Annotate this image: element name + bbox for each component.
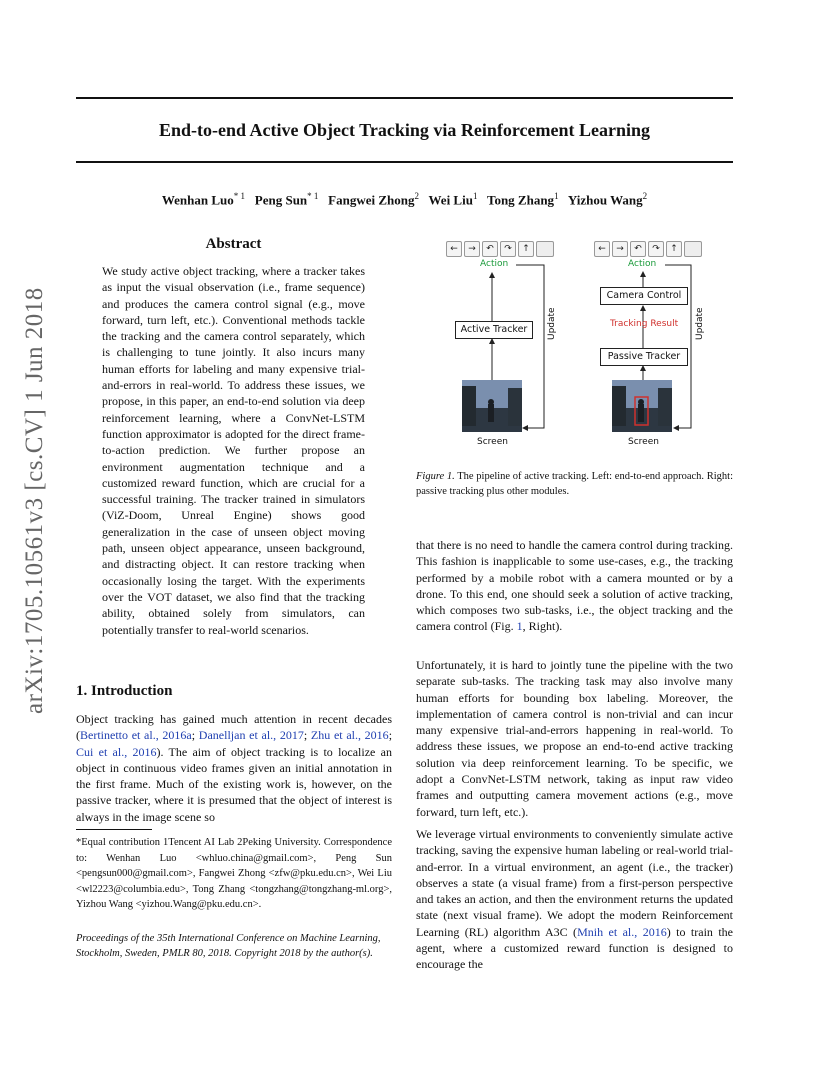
camera-control-box: Camera Control <box>600 287 688 305</box>
forward-arrow-icon: ↑ <box>518 241 534 257</box>
right-action-label: Action <box>628 259 657 269</box>
paragraph-text-run: that there is no need to handle the camera control during tracking. This fashion is inapplicable to some use-cases, e.g., the tracking performed by a mobile robot with a camera mounted or by a drone. To this end, one should seek a solution of active tracking, which composes two sub-tasks, i.e., the object tracking and the camera control (Fig. <box>416 538 733 634</box>
left-action-label: Action <box>480 259 509 269</box>
abstract-text: We study active object tracking, where a tracker takes as input the visual observation (i.e., frame sequence) and produces the camera control signal (e.g., move forward, turn left, etc.). Conventional methods tackle the tracking and the camera control separately, which is challenging to tune jointly. It also incurs many human efforts for labeling and many expensive trial-and-errors in real-world. To address these issues, we propose, in this paper, an end-to-end solution via deep reinforcement learning, where a ConvNet-LSTM function approximator is adopted for the direct frame-to-action prediction. We further propose an environment augmentation technique and a customized reward function, which are crucial for a successful training. The tracker trained in simulators (ViZ-Doom, Unreal Engine) shows good generalization in the case of unseen object moving path, unseen object appearance, unseen background, and distracting object. It can restore tracking when occasionally losing the target. With the experiments over the VOT dataset, we also find that the tracking ability, obtained solely from simulators, can potentially transfer to real-world scenarios. <box>102 264 365 637</box>
figure-caption <box>416 469 733 499</box>
noop-button-icon <box>684 241 702 257</box>
intro-text-run: ; <box>388 728 393 743</box>
author-name: Tong Zhang <box>486 192 555 208</box>
author-affiliation: * 1 <box>233 191 246 201</box>
left-screen-image <box>462 380 522 432</box>
right-update-label: Update <box>695 307 705 340</box>
intro-text-run: ; <box>303 728 311 743</box>
paragraph-text-run: We leverage virtual environments to conveniently simulate active tracking, saving the expensive human labeling or real-world trial-and-error. In a virtual environment, an agent (i.e., the tracker) observes a state (a visual frame) from a first-person perspective and takes an action, and then the environment returns the updated state (next visual frame). We adopt the modern Reinforcement Learning (RL) algorithm A3C ( <box>416 827 733 939</box>
figure-1 <box>416 238 733 453</box>
right-arrow-icon: → <box>464 241 480 257</box>
figure-reference-link[interactable]: 1 <box>516 619 523 634</box>
right-screen-label: Screen <box>628 437 659 447</box>
author-name: Yizhou Wang <box>567 192 643 208</box>
right-arrow-icon: → <box>612 241 628 257</box>
citation-link[interactable]: Mnih et al., 2016 <box>577 924 667 939</box>
author-affiliation: 1 <box>554 191 559 201</box>
intro-text-run: Object tracking has gained much attention in recent decades ( <box>76 712 392 743</box>
right-paragraph-1 <box>416 537 733 635</box>
intro-text-run: ; <box>191 728 199 743</box>
abstract-heading: Abstract <box>205 236 262 252</box>
author-name: Wei Liu <box>428 192 473 208</box>
author-affiliation: 2 <box>414 191 419 201</box>
right-paragraph-2: Unfortunately, it is hard to jointly tune the pipeline with the two separate sub-tasks. The tracking task may also involve many human efforts for bounding box labeling. Moreover, the implementation of camera control is non-trivial and can incur many expensive trial-and-errors happening in real-world. To address these issues, we propose an end-to-end active tracking solution via deep reinforcement learning. To be specific, we adopt a ConvNet-LSTM network, taking as input raw video frames and outputting camera movement actions (e.g., move forward, turn left, etc.). <box>416 658 733 819</box>
passive-tracker-box: Passive Tracker <box>600 348 688 366</box>
title-bottom-rule <box>76 161 733 163</box>
right-action-buttons <box>594 241 702 257</box>
right-screen-image <box>612 380 672 432</box>
paragraph-text-run: ) to train the agent, where a customized reward function is designed to encourage the <box>416 924 733 972</box>
paragraph-text-run: , Right). <box>522 619 563 634</box>
author-affiliation: 2 <box>642 191 648 201</box>
citation-link[interactable]: Danelljan et al., 2017 <box>198 728 304 743</box>
citation-link[interactable]: Zhu et al., 2016 <box>310 728 389 743</box>
figure-caption-text: The pipeline of active tracking. Left: end-to-end approach. Right: passive tracking plus other modules. <box>416 471 733 497</box>
left-action-buttons <box>446 241 554 257</box>
author-name: Wenhan Luo <box>161 192 234 208</box>
turn-right-icon: ↷ <box>500 241 516 257</box>
arxiv-identifier: arXiv:1705.10561v3 [cs.CV] 1 Jun 2018 <box>21 287 48 714</box>
left-screen-scene <box>462 380 522 432</box>
turn-left-icon: ↶ <box>482 241 498 257</box>
left-arrow-icon: ← <box>594 241 610 257</box>
citation-link[interactable]: Cui et al., 2016 <box>76 744 157 759</box>
introduction-paragraph <box>76 711 392 825</box>
noop-button-icon <box>536 241 554 257</box>
author-name: Fangwei Zhong <box>328 192 415 208</box>
left-arrow-icon: ← <box>446 241 462 257</box>
author-name: Peng Sun <box>254 192 308 208</box>
author-affiliation: * 1 <box>307 191 319 201</box>
left-screen-label: Screen <box>477 437 508 447</box>
turn-right-icon: ↷ <box>648 241 664 257</box>
author-affiliation: 1 <box>472 191 478 201</box>
right-paragraph-3 <box>416 826 733 973</box>
author-list <box>76 191 733 208</box>
intro-text-run: ). The aim of object tracking is to localize an object in continuous video frames given an initial annotation in the first frame. Much of the existing work is, however, on the passive tracker, where it is presumed that the object of interest is always in the image scene so <box>76 744 392 824</box>
forward-arrow-icon: ↑ <box>666 241 682 257</box>
turn-left-icon: ↶ <box>630 241 646 257</box>
left-active-tracker-box: Active Tracker <box>455 321 533 339</box>
figure-caption-label: Figure 1. <box>416 471 455 482</box>
citation-link[interactable]: Bertinetto et al., 2016a <box>80 728 192 743</box>
footnote-rule <box>76 829 152 830</box>
tracking-result-label: Tracking Result <box>610 319 679 329</box>
left-update-label: Update <box>547 307 557 340</box>
proceedings-note: Proceedings of the 35th International Conference on Machine Learning, Stockholm, Sweden, PMLR 80, 2018. Copyright 2018 by the author(s). <box>76 933 381 959</box>
paper-title: End-to-end Active Object Tracking via Reinforcement Learning <box>159 120 650 140</box>
title-top-rule <box>76 97 733 99</box>
introduction-heading: 1. Introduction <box>76 683 173 699</box>
footnote-text: *Equal contribution 1Tencent AI Lab 2Peking University. Correspondence to: Wenhan Luo <whluo.china@gmail.com>, Peng Sun <pengsun000@gmail.com>, Fangwei Zhong <zfw@pku.edu.cn>, Wei Liu <wl2223@columbia.edu>, Tong Zhang <tongzhang@tongzhang-ml.org>, Yizhou Wang <yizhou.Wang@pku.edu.cn>. <box>76 837 392 910</box>
right-screen-scene <box>612 380 672 432</box>
